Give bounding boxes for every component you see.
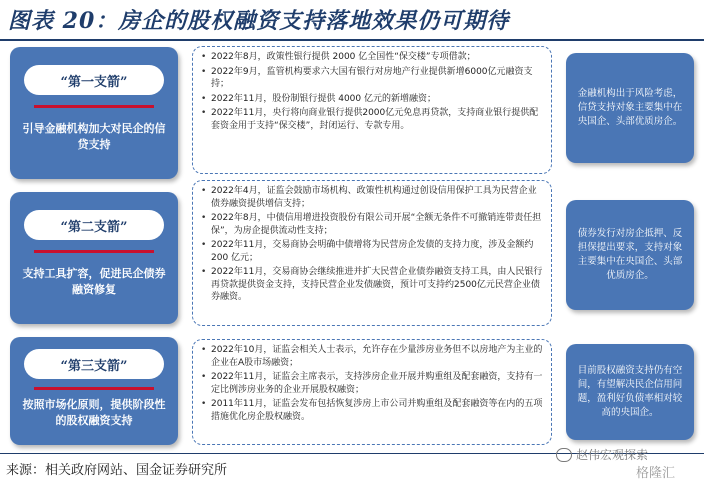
right-card-third (566, 344, 694, 440)
list-item: • 2022年8月，中债信用增进投资股份有限公司开展“全额无条件不可撤销连带责任担保”，为房企提供流动性支持； (201, 213, 542, 236)
left-card-first-arrow (10, 47, 178, 179)
left-card-third-arrow (10, 337, 178, 445)
list-item: • 2022年11月，交易商协会继续推进并扩大民营企业债券融资支持工具，由人民银行再贷款提供资金支持，支持民营企业发债融资，预计可支持约2500亿元民营企业债券融资。 (201, 267, 543, 302)
watermark (556, 446, 648, 463)
watermark-secondary: 格隆汇 (636, 466, 676, 481)
list-item: • 2022年11月，央行将向商业银行提供2000亿元免息再贷款，支持商业银行提供配套资金用于支持“保交楼”，封闭运行、专款专用。 (201, 108, 539, 131)
list-item: • 2022年11月，股份制银行提供 4000 亿元的新增融资； (201, 93, 436, 104)
row-description: 引导金融机构加大对民企的信贷支持 (22, 122, 166, 151)
right-note: 债券发行对房企抵押、反担保提出要求，支持对象主要集中在央国企、头部优质房企。 (577, 228, 683, 281)
row-description: 支持工具扩容，促进民企债券融资修复 (22, 267, 166, 296)
list-item: • 2022年11月，证监会主席表示，支持涉房企业开展并购重组及配套融资，支持有一定比例涉房业务的企业开展股权融资； (201, 372, 543, 395)
pill-label: “第一支箭” (24, 65, 164, 95)
title-bar (0, 0, 704, 41)
list-item: • 2022年4月，证监会鼓励市场机构、政策性机构通过创设信用保护工具为民营企业债券融资提供增信支持； (201, 186, 537, 209)
right-note: 金融机构出于风险考虑，信贷支持对象主要集中在央国企、头部优质房企。 (577, 88, 683, 127)
pill-label: “第二支箭” (24, 210, 164, 240)
red-divider (34, 250, 154, 253)
red-divider (34, 387, 154, 390)
left-card-second-arrow (10, 192, 178, 324)
row-description: 按照市场化原则，提供阶段性的股权融资支持 (22, 398, 166, 427)
list-item: • 2022年10月，证监会相关人士表示，允许存在少量涉房业务但不以房地产为主业的企业在A股市场融资； (201, 345, 543, 368)
list-item: • 2022年9月，监管机构要求六大国有银行对房地产行业提供新增6000亿元融资支持； (201, 66, 533, 89)
list-item: • 2022年11月，交易商协会明确中债增将为民营房企发债的支持力度，涉及金额约 200 亿元； (201, 240, 534, 263)
chart-title: 图表 20：房企的股权融资支持落地效果仍可期待 (8, 8, 510, 34)
red-divider (34, 105, 154, 108)
measures-box-second (192, 180, 552, 326)
list-item: • 2022年8月，政策性银行提供 2000 亿全国性“保交楼”专项借款； (201, 52, 476, 62)
pill-label: “第三支箭” (24, 349, 164, 379)
wechat-icon (556, 448, 572, 462)
measures-box-first (192, 46, 552, 174)
source-note: 来源：相关政府网站、国金证券研究所 (6, 463, 228, 478)
watermark-text: 赵伟宏观探索 (576, 448, 649, 462)
measures-box-third (192, 339, 552, 445)
right-note: 目前股权融资支持仍有空间，有望解决民企信用问题，盈利好负债率相对较高的央国企。 (577, 365, 683, 418)
right-card-second (566, 200, 694, 310)
right-card-first (566, 53, 694, 163)
list-item: • 2011年11月，证监会发布包括恢复涉房上市公司并购重组及配套融资等在内的五项措施优化房企股权融资。 (201, 399, 543, 422)
